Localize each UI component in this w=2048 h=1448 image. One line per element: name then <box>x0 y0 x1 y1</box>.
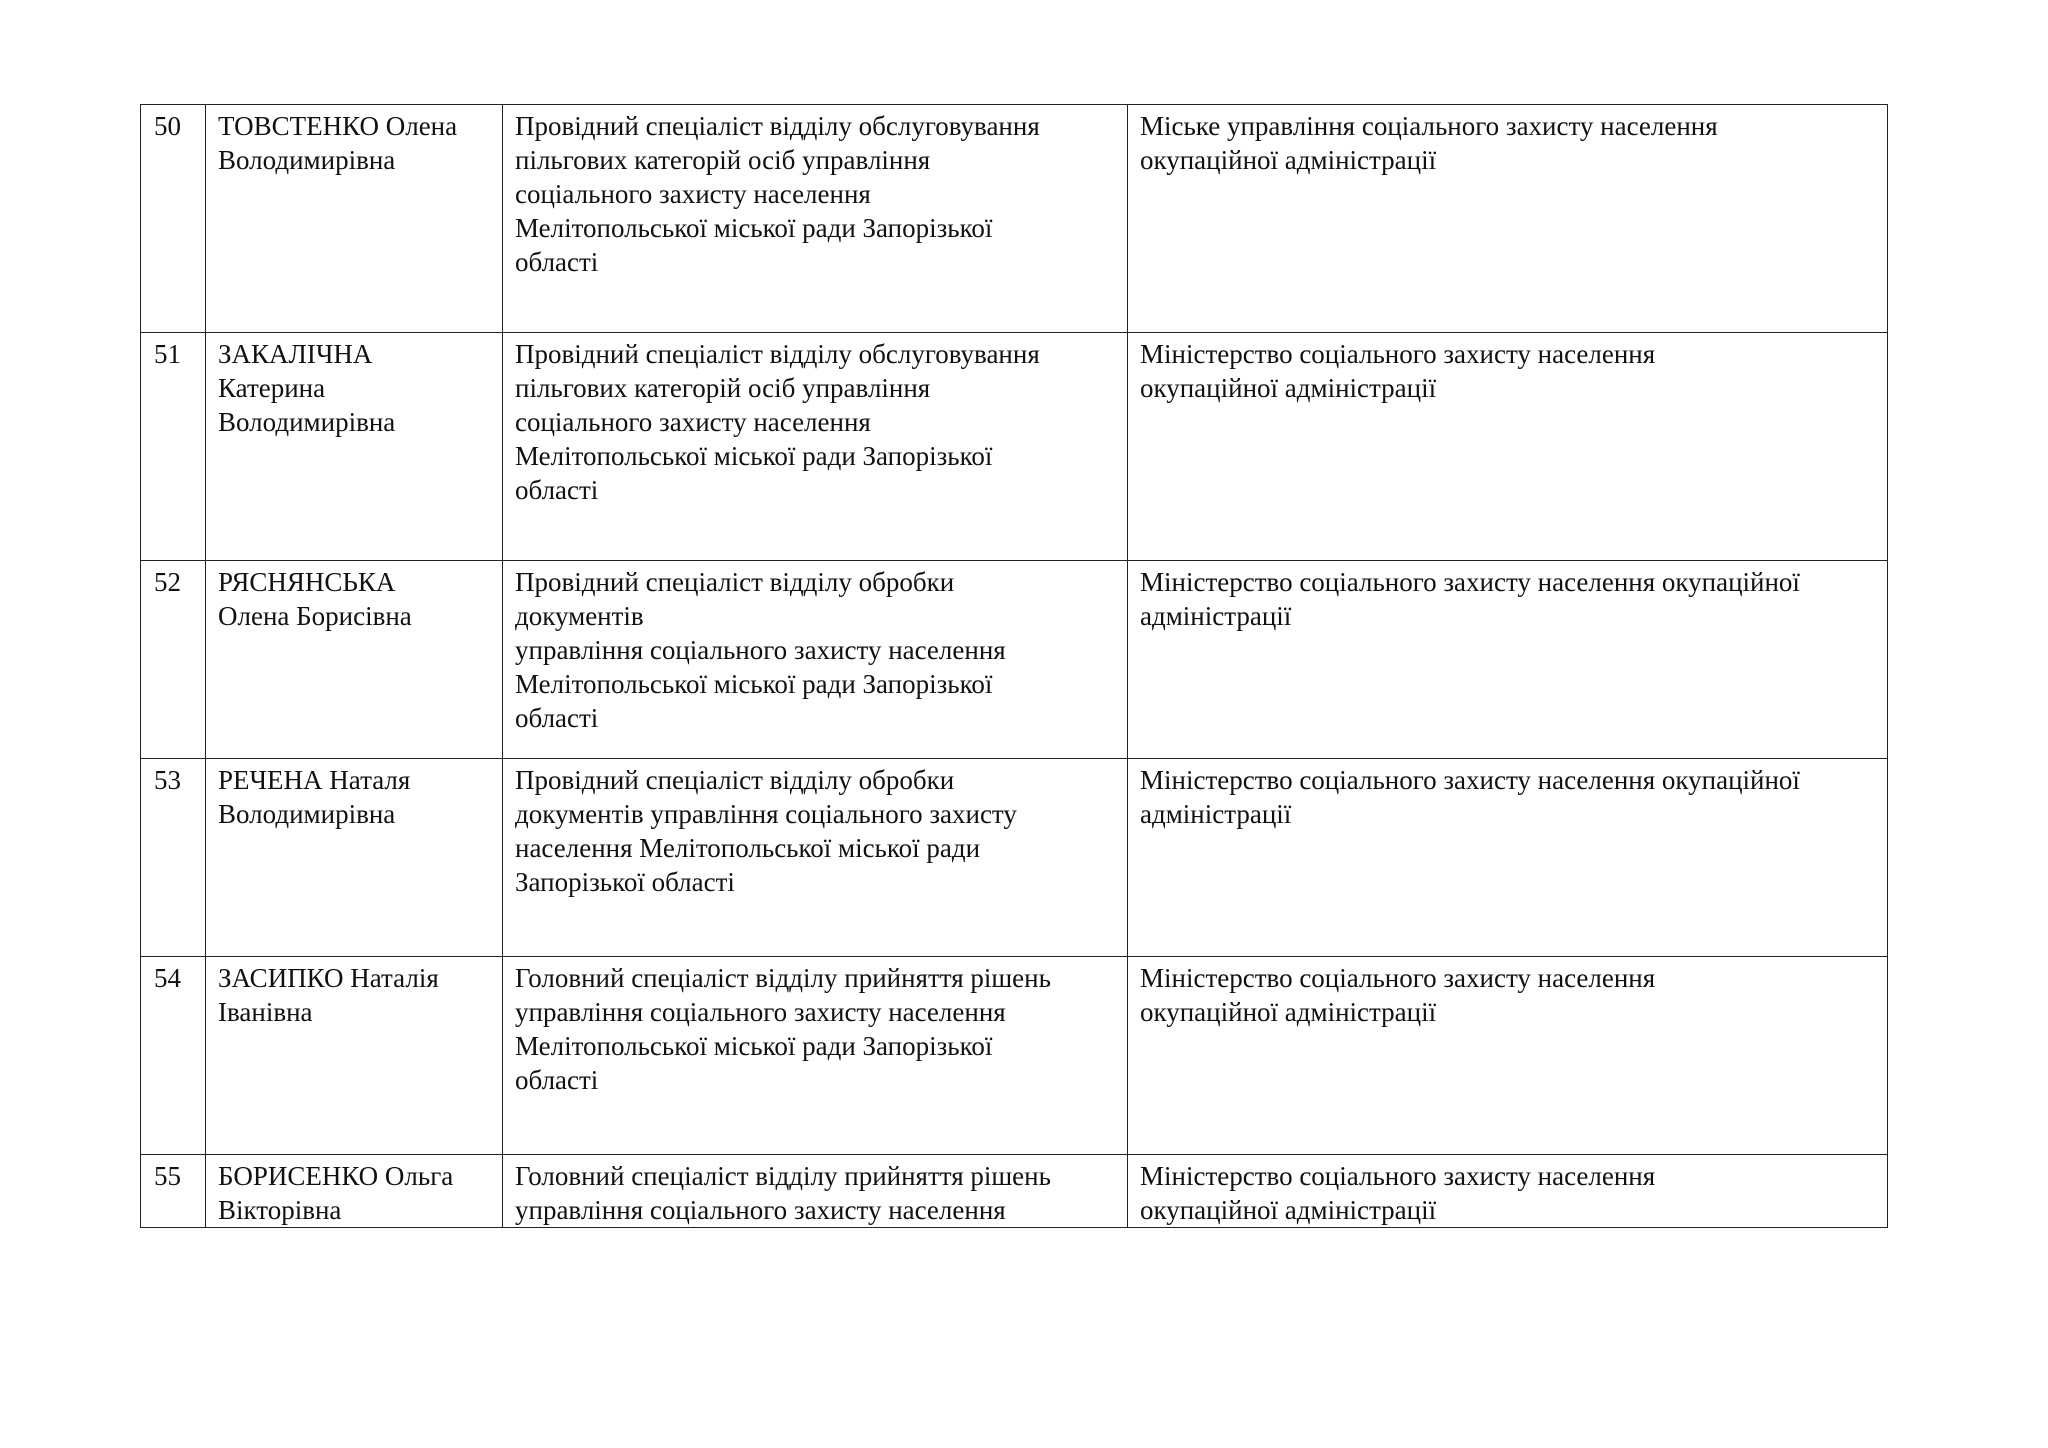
row-number: 54 <box>141 957 206 1155</box>
person-name: БОРИСЕНКО Ольга Вікторівна <box>206 1155 503 1228</box>
occupation-post: Міністерство соціального захисту населення окупаційної адміністрації <box>1128 561 1888 759</box>
occupation-post: Міське управління соціального захисту населення окупаційної адміністрації <box>1128 105 1888 333</box>
position-description: Головний спеціаліст відділу прийняття рішень управління соціального захисту населення <box>503 1155 1128 1228</box>
person-name: РЕЧЕНА Наталя Володимирівна <box>206 759 503 957</box>
row-number: 53 <box>141 759 206 957</box>
occupation-post: Міністерство соціального захисту населення окупаційної адміністрації <box>1128 957 1888 1155</box>
table-row <box>141 105 1888 333</box>
position-description: Провідний спеціаліст відділу обслуговування пільгових категорій осіб управління соціального захисту населення Мелітопольської міської ради Запорізької області <box>503 105 1128 333</box>
position-description: Провідний спеціаліст відділу обслуговування пільгових категорій осіб управління соціального захисту населення Мелітопольської міської ради Запорізької області <box>503 333 1128 561</box>
table-row <box>141 957 1888 1155</box>
row-number: 52 <box>141 561 206 759</box>
position-description: Головний спеціаліст відділу прийняття рішень управління соціального захисту населення Мелітопольської міської ради Запорізької області <box>503 957 1128 1155</box>
table-row <box>141 1155 1888 1228</box>
person-name: ЗАКАЛІЧНА Катерина Володимирівна <box>206 333 503 561</box>
row-number: 51 <box>141 333 206 561</box>
staff-table <box>140 104 1888 1228</box>
row-number: 55 <box>141 1155 206 1228</box>
row-number: 50 <box>141 105 206 333</box>
occupation-post: Міністерство соціального захисту населення окупаційної адміністрації <box>1128 333 1888 561</box>
position-description: Провідний спеціаліст відділу обробки документів управління соціального захисту населення Мелітопольської міської ради Запорізької області <box>503 759 1128 957</box>
person-name: ТОВСТЕНКО Олена Володимирівна <box>206 105 503 333</box>
table-row <box>141 561 1888 759</box>
occupation-post: Міністерство соціального захисту населення окупаційної адміністрації <box>1128 1155 1888 1228</box>
person-name: РЯСНЯНСЬКА Олена Борисівна <box>206 561 503 759</box>
table-row <box>141 759 1888 957</box>
position-description: Провідний спеціаліст відділу обробки документів управління соціального захисту населення Мелітопольської міської ради Запорізької області <box>503 561 1128 759</box>
table-row <box>141 333 1888 561</box>
person-name: ЗАСИПКО Наталія Іванівна <box>206 957 503 1155</box>
occupation-post: Міністерство соціального захисту населення окупаційної адміністрації <box>1128 759 1888 957</box>
